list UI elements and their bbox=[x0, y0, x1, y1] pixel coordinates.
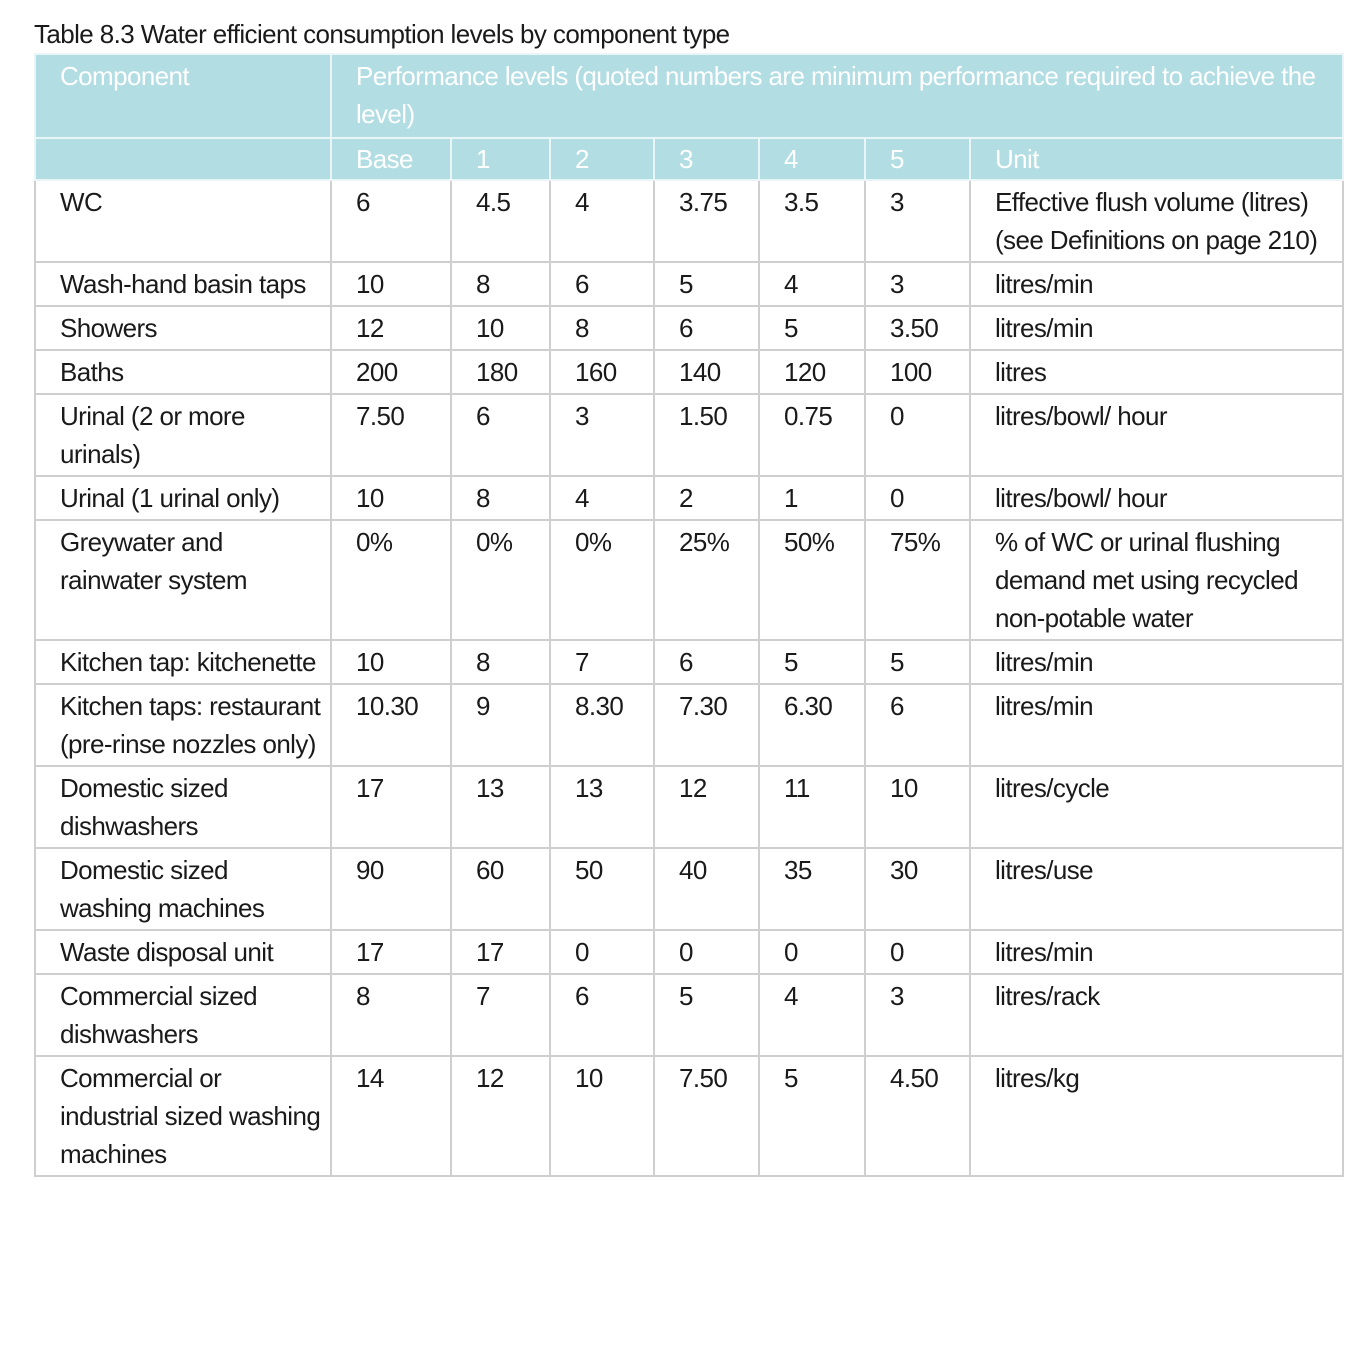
level-value-cell: 1.50 bbox=[654, 394, 759, 476]
level-value-cell: 10 bbox=[331, 262, 451, 306]
unit-cell: litres/min bbox=[970, 684, 1343, 766]
level-value-cell: 13 bbox=[451, 766, 550, 848]
level-value-cell: 0% bbox=[550, 520, 654, 640]
level-value-cell: 17 bbox=[331, 766, 451, 848]
level-value-cell: 10 bbox=[550, 1056, 654, 1176]
component-cell: Showers bbox=[35, 306, 331, 350]
level-value-cell: 0% bbox=[331, 520, 451, 640]
table-row bbox=[35, 640, 1343, 684]
component-cell: Domestic sized dishwashers bbox=[35, 766, 331, 848]
table-row bbox=[35, 476, 1343, 520]
level-value-cell: 6.30 bbox=[759, 684, 865, 766]
level-value-cell: 40 bbox=[654, 848, 759, 930]
level-value-cell: 7.50 bbox=[654, 1056, 759, 1176]
level-value-cell: 10 bbox=[331, 640, 451, 684]
unit-cell: litres/kg bbox=[970, 1056, 1343, 1176]
table-row bbox=[35, 684, 1343, 766]
unit-cell: litres/bowl/ hour bbox=[970, 394, 1343, 476]
header-level-2: 2 bbox=[550, 138, 654, 180]
level-value-cell: 10.30 bbox=[331, 684, 451, 766]
level-value-cell: 6 bbox=[654, 306, 759, 350]
table-row bbox=[35, 1056, 1343, 1176]
unit-cell: litres/min bbox=[970, 306, 1343, 350]
level-value-cell: 10 bbox=[331, 476, 451, 520]
component-cell: Urinal (2 or more urinals) bbox=[35, 394, 331, 476]
level-value-cell: 3.50 bbox=[865, 306, 970, 350]
level-value-cell: 0 bbox=[865, 394, 970, 476]
level-value-cell: 2 bbox=[654, 476, 759, 520]
level-value-cell: 50 bbox=[550, 848, 654, 930]
level-value-cell: 8 bbox=[550, 306, 654, 350]
level-value-cell: 6 bbox=[550, 262, 654, 306]
level-value-cell: 0 bbox=[759, 930, 865, 974]
level-value-cell: 12 bbox=[654, 766, 759, 848]
header-level-5: 5 bbox=[865, 138, 970, 180]
level-value-cell: 5 bbox=[654, 974, 759, 1056]
level-value-cell: 75% bbox=[865, 520, 970, 640]
level-value-cell: 7 bbox=[550, 640, 654, 684]
level-value-cell: 160 bbox=[550, 350, 654, 394]
level-value-cell: 0 bbox=[865, 476, 970, 520]
header-unit: Unit bbox=[970, 138, 1343, 180]
level-value-cell: 3.5 bbox=[759, 180, 865, 262]
level-value-cell: 4 bbox=[759, 262, 865, 306]
unit-cell: % of WC or urinal flushing demand met using recycled non-potable water bbox=[970, 520, 1343, 640]
level-value-cell: 3 bbox=[865, 974, 970, 1056]
component-cell: Domestic sized washing machines bbox=[35, 848, 331, 930]
level-value-cell: 8 bbox=[451, 476, 550, 520]
level-value-cell: 200 bbox=[331, 350, 451, 394]
level-value-cell: 6 bbox=[654, 640, 759, 684]
level-value-cell: 6 bbox=[331, 180, 451, 262]
level-value-cell: 12 bbox=[451, 1056, 550, 1176]
component-cell: Commercial or industrial sized washing machines bbox=[35, 1056, 331, 1176]
unit-cell: litres/min bbox=[970, 640, 1343, 684]
table-row bbox=[35, 262, 1343, 306]
water-efficiency-table bbox=[34, 53, 1344, 1177]
level-value-cell: 5 bbox=[759, 306, 865, 350]
level-value-cell: 17 bbox=[451, 930, 550, 974]
component-cell: Kitchen taps: restaurant (pre-rinse nozzles only) bbox=[35, 684, 331, 766]
unit-cell: litres/min bbox=[970, 930, 1343, 974]
level-value-cell: 0% bbox=[451, 520, 550, 640]
level-value-cell: 8.30 bbox=[550, 684, 654, 766]
header-level-1: 1 bbox=[451, 138, 550, 180]
component-cell: Kitchen tap: kitchenette bbox=[35, 640, 331, 684]
level-value-cell: 10 bbox=[451, 306, 550, 350]
header-row-2 bbox=[35, 138, 1343, 180]
header-performance-levels: Performance levels (quoted numbers are minimum performance required to achieve the level) bbox=[331, 54, 1343, 138]
table-row bbox=[35, 394, 1343, 476]
level-value-cell: 50% bbox=[759, 520, 865, 640]
unit-cell: Effective flush volume (litres) (see Definitions on page 210) bbox=[970, 180, 1343, 262]
level-value-cell: 4 bbox=[550, 476, 654, 520]
header-level-base: Base bbox=[331, 138, 451, 180]
table-row bbox=[35, 766, 1343, 848]
unit-cell: litres/use bbox=[970, 848, 1343, 930]
level-value-cell: 14 bbox=[331, 1056, 451, 1176]
level-value-cell: 1 bbox=[759, 476, 865, 520]
level-value-cell: 11 bbox=[759, 766, 865, 848]
table-row bbox=[35, 306, 1343, 350]
level-value-cell: 3 bbox=[865, 262, 970, 306]
level-value-cell: 90 bbox=[331, 848, 451, 930]
level-value-cell: 4.50 bbox=[865, 1056, 970, 1176]
level-value-cell: 13 bbox=[550, 766, 654, 848]
level-value-cell: 5 bbox=[654, 262, 759, 306]
level-value-cell: 4.5 bbox=[451, 180, 550, 262]
component-cell: Greywater and rainwater system bbox=[35, 520, 331, 640]
table-row bbox=[35, 350, 1343, 394]
level-value-cell: 3.75 bbox=[654, 180, 759, 262]
level-value-cell: 17 bbox=[331, 930, 451, 974]
level-value-cell: 7.50 bbox=[331, 394, 451, 476]
level-value-cell: 4 bbox=[759, 974, 865, 1056]
level-value-cell: 4 bbox=[550, 180, 654, 262]
table-row bbox=[35, 930, 1343, 974]
component-cell: WC bbox=[35, 180, 331, 262]
unit-cell: litres/min bbox=[970, 262, 1343, 306]
level-value-cell: 7.30 bbox=[654, 684, 759, 766]
component-cell: Waste disposal unit bbox=[35, 930, 331, 974]
level-value-cell: 0 bbox=[550, 930, 654, 974]
unit-cell: litres/cycle bbox=[970, 766, 1343, 848]
level-value-cell: 25% bbox=[654, 520, 759, 640]
level-value-cell: 30 bbox=[865, 848, 970, 930]
unit-cell: litres bbox=[970, 350, 1343, 394]
level-value-cell: 3 bbox=[550, 394, 654, 476]
level-value-cell: 5 bbox=[759, 640, 865, 684]
level-value-cell: 3 bbox=[865, 180, 970, 262]
component-cell: Commercial sized dishwashers bbox=[35, 974, 331, 1056]
level-value-cell: 5 bbox=[865, 640, 970, 684]
table-caption: Table 8.3 Water efficient consumption levels by component type bbox=[34, 19, 730, 49]
header-row-1 bbox=[35, 54, 1343, 138]
level-value-cell: 60 bbox=[451, 848, 550, 930]
level-value-cell: 9 bbox=[451, 684, 550, 766]
header-component: Component bbox=[35, 54, 331, 138]
level-value-cell: 6 bbox=[865, 684, 970, 766]
level-value-cell: 0 bbox=[865, 930, 970, 974]
level-value-cell: 35 bbox=[759, 848, 865, 930]
level-value-cell: 0.75 bbox=[759, 394, 865, 476]
level-value-cell: 120 bbox=[759, 350, 865, 394]
level-value-cell: 12 bbox=[331, 306, 451, 350]
component-cell: Baths bbox=[35, 350, 331, 394]
unit-cell: litres/rack bbox=[970, 974, 1343, 1056]
level-value-cell: 8 bbox=[451, 640, 550, 684]
level-value-cell: 5 bbox=[759, 1056, 865, 1176]
level-value-cell: 10 bbox=[865, 766, 970, 848]
header-level-4: 4 bbox=[759, 138, 865, 180]
table-row bbox=[35, 848, 1343, 930]
header-level-3: 3 bbox=[654, 138, 759, 180]
unit-cell: litres/bowl/ hour bbox=[970, 476, 1343, 520]
level-value-cell: 6 bbox=[550, 974, 654, 1056]
level-value-cell: 0 bbox=[654, 930, 759, 974]
level-value-cell: 180 bbox=[451, 350, 550, 394]
level-value-cell: 6 bbox=[451, 394, 550, 476]
level-value-cell: 8 bbox=[331, 974, 451, 1056]
table-body bbox=[35, 180, 1343, 1176]
table-row bbox=[35, 180, 1343, 262]
table-row bbox=[35, 520, 1343, 640]
level-value-cell: 7 bbox=[451, 974, 550, 1056]
level-value-cell: 140 bbox=[654, 350, 759, 394]
table-row bbox=[35, 974, 1343, 1056]
level-value-cell: 100 bbox=[865, 350, 970, 394]
component-cell: Urinal (1 urinal only) bbox=[35, 476, 331, 520]
header-empty-cell bbox=[35, 138, 331, 180]
level-value-cell: 8 bbox=[451, 262, 550, 306]
component-cell: Wash-hand basin taps bbox=[35, 262, 331, 306]
